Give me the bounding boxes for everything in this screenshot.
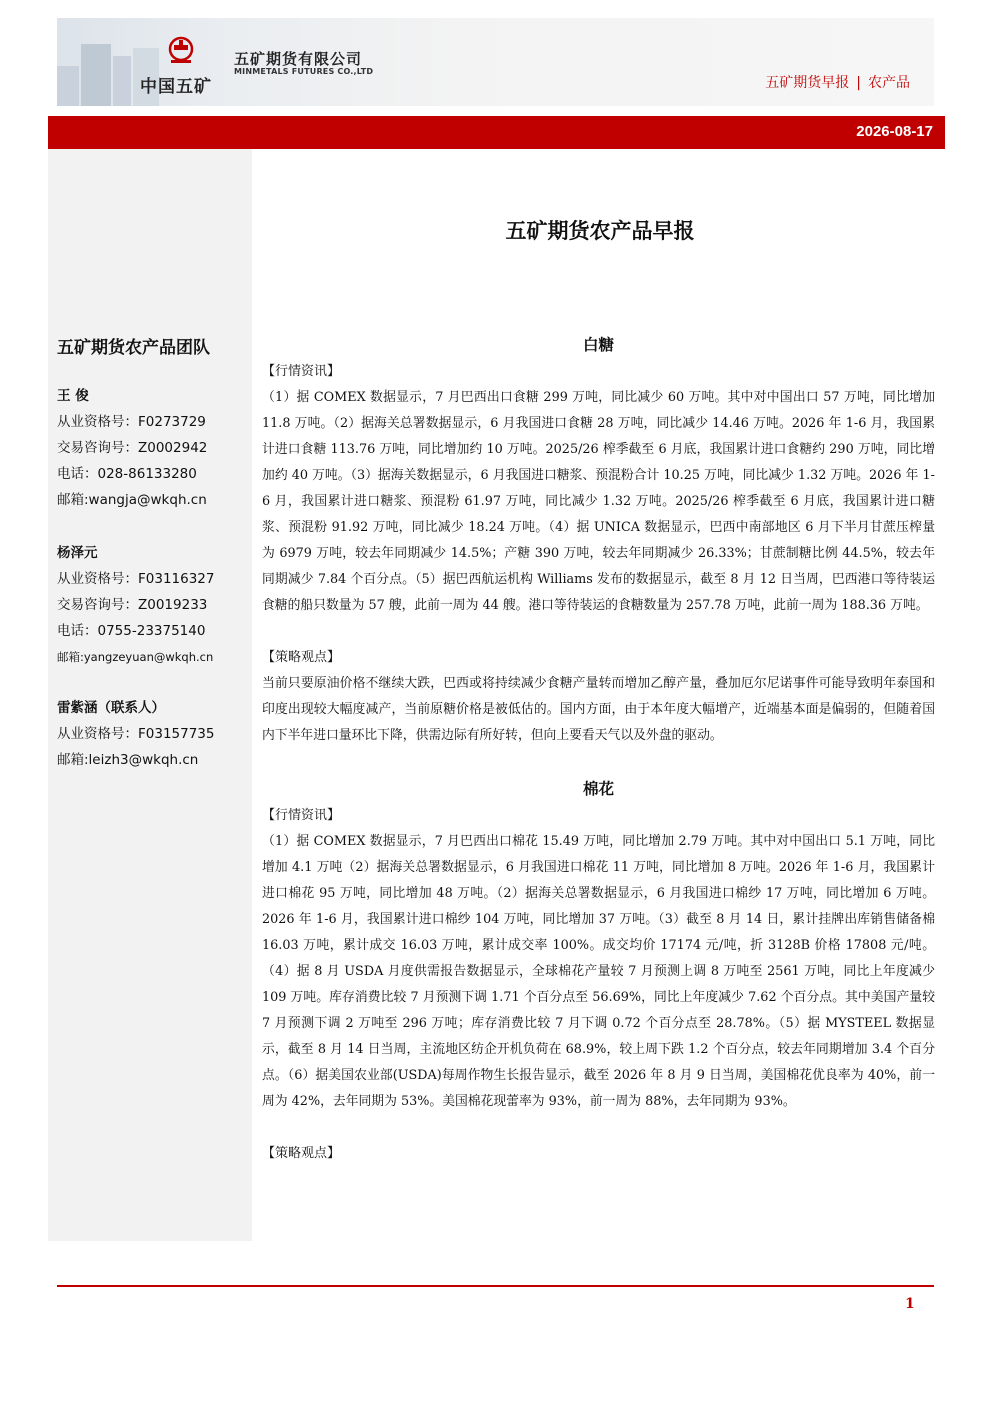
member-consult-number: 交易咨询号：Z0019233	[57, 597, 208, 613]
member-name: 雷紫涵（联系人）	[57, 700, 165, 716]
strategy-label: 【策略观点】	[262, 650, 341, 665]
team-member	[57, 383, 207, 513]
logo-text: 中国五矿	[140, 77, 212, 97]
section-title-cotton: 棉花	[582, 780, 614, 798]
member-name: 王 俊	[57, 388, 89, 404]
member-qualification: 从业资格号：F0273729	[57, 414, 206, 430]
member-qualification: 从业资格号：F03116327	[57, 571, 215, 587]
sugar-news-paragraph: （1）据 COMEX 数据显示，7 月巴西出口食糖 299 万吨，同比减少 60 万吨。其中对中国出口 57 万吨，同比增加 11.8 万吨。（2）据海关总署数据显示，6 月我国进口食糖 28 万吨，同比减少 14.46 万吨。2026 年 1-6 月，我国累计进口食糖 113.76 万吨，同比增加约 10 万吨。2025/26 榨季截至 6 月底，我国累计进口食糖约 290 万吨，同比增加约 40 万吨。（3）据海关数据显示，6 月我国进口糖浆、预混粉合计 10.25 万吨，同比减少 1.32 万吨。2026 年 1-6 月，我国累计进口糖浆、预混粉 61.97 万吨，同比减少 1.32 万吨。2025/26 榨季截至 6 月底，我国累计进口糖浆、预混粉 91.92 万吨，同比减少 18.24 万吨。（4）据 UNICA 数据显示，巴西中南部地区 6 月下半月甘蔗压榨量为 6979 万吨，较去年同期减少 14.5%；产糖 390 万吨，较去年同期减少 26.33%；甘蔗制糖比例 44.5%，较去年同期减少 7.84 个百分点。（5）据巴西航运机构 Williams 发布的数据显示，截至 8 月 12 日当周，巴西港口等待装运食糖的船只数量为 57 艘，此前一周为 44 艘。港口等待装运的食糖数量为 257.78 万吨，此前一周为 188.36 万吨。	[262, 390, 935, 613]
team-member	[57, 695, 214, 773]
series-separator: |	[856, 75, 861, 91]
member-name: 杨泽元	[57, 545, 98, 561]
team-title: 五矿期货农产品团队	[57, 338, 210, 358]
member-phone: 电话：028-86133280	[57, 466, 197, 482]
strategy-label: 【策略观点】	[262, 1146, 341, 1161]
document-title: 五矿期货农产品早报	[505, 218, 695, 243]
series-name: 五矿期货早报	[765, 75, 850, 91]
member-consult-number: 交易咨询号：Z0002942	[57, 440, 208, 456]
member-qualification: 从业资格号：F03157735	[57, 726, 215, 742]
sugar-strategy-paragraph: 当前只要原油价格不继续大跌，巴西或将持续减少食糖产量转而增加乙醇产量，叠加厄尔尼诺事件可能导致明年泰国和印度出现较大幅度减产，当前原糖价格是被低估的。国内方面，由于本年度大幅增产，近端基本面是偏弱的，但随着国内下半年进口量环比下降，供需边际有所好转，但向上要看天气以及外盘的驱动。	[262, 676, 935, 743]
building-graphic	[113, 56, 131, 106]
member-email: 邮箱:leizh3@wkqh.cn	[57, 752, 199, 768]
series-category: 农产品	[868, 75, 910, 91]
page-number: 1	[905, 1296, 915, 1312]
team-member	[57, 540, 214, 670]
report-content	[262, 331, 935, 1167]
cotton-news-paragraph: （1）据 COMEX 数据显示，7 月巴西出口棉花 15.49 万吨，同比增加 2.79 万吨。其中对中国出口 5.1 万吨，同比增加 4.1 万吨（2）据海关总署数据显示，6 月我国进口棉花 11 万吨，同比增加 8 万吨。2026 年 1-6 月，我国累计进口棉花 95 万吨，同比增加 48 万吨。（2）据海关总署数据显示，6 月我国进口棉纱 17 万吨，同比增加 6 万吨。2026 年 1-6 月，我国累计进口棉纱 104 万吨，同比增加 37 万吨。（3）截至 8 月 14 日，累计挂牌出库销售储备棉 16.03 万吨，累计成交 16.03 万吨，累计成交率 100%。成交均价 17174 元/吨，折 3128B 价格 17808 元/吨。（4）据 8 月 USDA 月度供需报告数据显示，全球棉花产量较 7 月预测上调 8 万吨至 2561 万吨，同比上年度减少 109 万吨。库存消费比较 7 月预测下调 1.71 个百分点至 56.69%，同比上年度减少 7.62 个百分点。其中美国产量较 7 月预测下调 2 万吨至 296 万吨；库存消费比较 7 月下调 0.72 个百分点至 28.78%。（5）据 MYSTEEL 数据显示，截至 8 月 14 日当周，主流地区纺企开机负荷在 68.9%，较上周下跌 1.2 个百分点，较去年同期增加 3.4 个百分点。（6）据美国农业部(USDA)每周作物生长报告显示，截至 2026 年 8 月 9 日当周，美国棉花优良率为 40%，前一周为 42%，去年同期为 53%。美国棉花现蕾率为 93%，前一周为 88%，去年同期为 93%。	[262, 834, 935, 1109]
date-bar	[48, 116, 945, 149]
minmetals-logo-icon	[166, 36, 196, 66]
building-graphic	[57, 66, 79, 106]
member-email: 邮箱:yangzeyuan@wkqh.cn	[57, 650, 214, 664]
member-phone: 电话：0755-23375140	[57, 623, 206, 639]
section-title-sugar: 白糖	[582, 336, 614, 354]
report-date: 2026-08-17	[856, 123, 933, 140]
report-series	[765, 72, 910, 92]
member-email: 邮箱:wangja@wkqh.cn	[57, 492, 207, 508]
company-name-cn: 五矿期货有限公司	[234, 50, 363, 68]
company-name-en: MINMETALS FUTURES CO.,LTD	[234, 67, 374, 76]
news-label: 【行情资讯】	[262, 364, 341, 379]
building-graphic	[81, 44, 111, 106]
footer-divider	[57, 1285, 934, 1287]
news-label: 【行情资讯】	[262, 808, 341, 823]
